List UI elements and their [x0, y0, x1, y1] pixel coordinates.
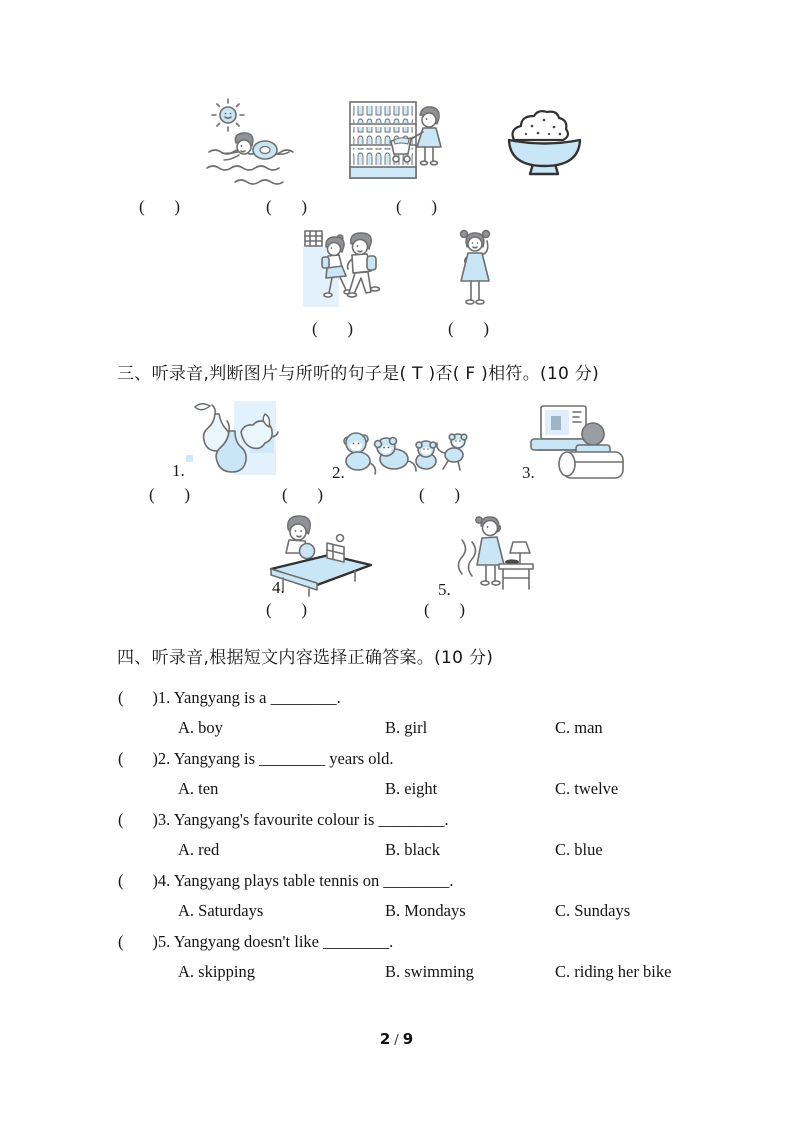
answer-blank-parentheses: ( ) [118, 932, 158, 951]
question-number: 3. [157, 810, 171, 829]
total-pages: 9 [402, 1030, 414, 1048]
question-stem: Yangyang is ________ years old. [173, 749, 394, 768]
option-a: A. Saturdays [178, 901, 264, 920]
picture-number: 5. [438, 580, 451, 599]
question-stem: Yangyang doesn't like ________. [173, 932, 394, 951]
answer-blank-parentheses: ( ) [118, 688, 158, 707]
cooking-illustration [452, 512, 536, 598]
rice-bowl-illustration [502, 100, 587, 188]
picture-number: 2. [332, 463, 345, 482]
question-number: 4. [157, 871, 171, 890]
option-c: C. Sundays [555, 901, 631, 920]
option-c: C. blue [555, 840, 603, 859]
section-three-heading: 三、听录音,判断图片与所听的句子是( T )否( F )相符。(10 分) [117, 364, 600, 384]
answer-blank-parentheses: ( ) [118, 871, 158, 890]
page-separator: / [394, 1033, 399, 1048]
option-a: A. boy [178, 718, 223, 737]
answer-blank-parentheses: ( ) [266, 600, 308, 619]
picture-number: 1. [172, 461, 185, 480]
walking-to-school-illustration [299, 225, 395, 313]
answer-blank-parentheses: ( ) [419, 485, 461, 504]
answer-blank-parentheses: ( ) [139, 197, 181, 216]
option-b: B. girl [385, 718, 428, 737]
question-stem: Yangyang plays table tennis on ________. [173, 871, 454, 890]
option-b: B. swimming [385, 962, 474, 981]
answer-blank-parentheses: ( ) [396, 197, 438, 216]
monkeys-illustration [334, 417, 472, 475]
answer-blank-parentheses: ( ) [118, 749, 158, 768]
current-page: 2 [379, 1030, 391, 1048]
question-number: 1. [157, 688, 171, 707]
option-a: A. red [178, 840, 220, 859]
question-number: 2. [157, 749, 171, 768]
picture-number: 4. [272, 578, 285, 597]
shopping-illustration [347, 99, 449, 187]
option-a: A. ten [178, 779, 219, 798]
answer-blank-parentheses: ( ) [312, 319, 354, 338]
question-stem: Yangyang is a ________. [173, 688, 341, 707]
answer-blank-parentheses: ( ) [149, 485, 191, 504]
option-a: A. skipping [178, 962, 256, 981]
answer-blank-parentheses: ( ) [448, 319, 490, 338]
section-four-heading: 四、听录音,根据短文内容选择正确答案。(10 分) [117, 648, 494, 668]
option-c: C. riding her bike [555, 962, 672, 981]
option-b: B. eight [385, 779, 438, 798]
answer-blank-parentheses: ( ) [266, 197, 308, 216]
picture-number: 3. [522, 463, 535, 482]
question-stem: Yangyang's favourite colour is ________. [173, 810, 449, 829]
option-c: C. man [555, 718, 603, 737]
question-number: 5. [157, 932, 171, 951]
swimming-illustration [205, 96, 310, 191]
answer-blank-parentheses: ( ) [282, 485, 324, 504]
exercising-girl-illustration [449, 227, 501, 311]
answer-blank-parentheses: ( ) [424, 600, 466, 619]
pears-illustration [184, 397, 280, 485]
option-b: B. Mondays [385, 901, 466, 920]
answer-blank-parentheses: ( ) [118, 810, 158, 829]
option-b: B. black [385, 840, 440, 859]
page-number-indicator [0, 1030, 793, 1048]
option-c: C. twelve [555, 779, 619, 798]
